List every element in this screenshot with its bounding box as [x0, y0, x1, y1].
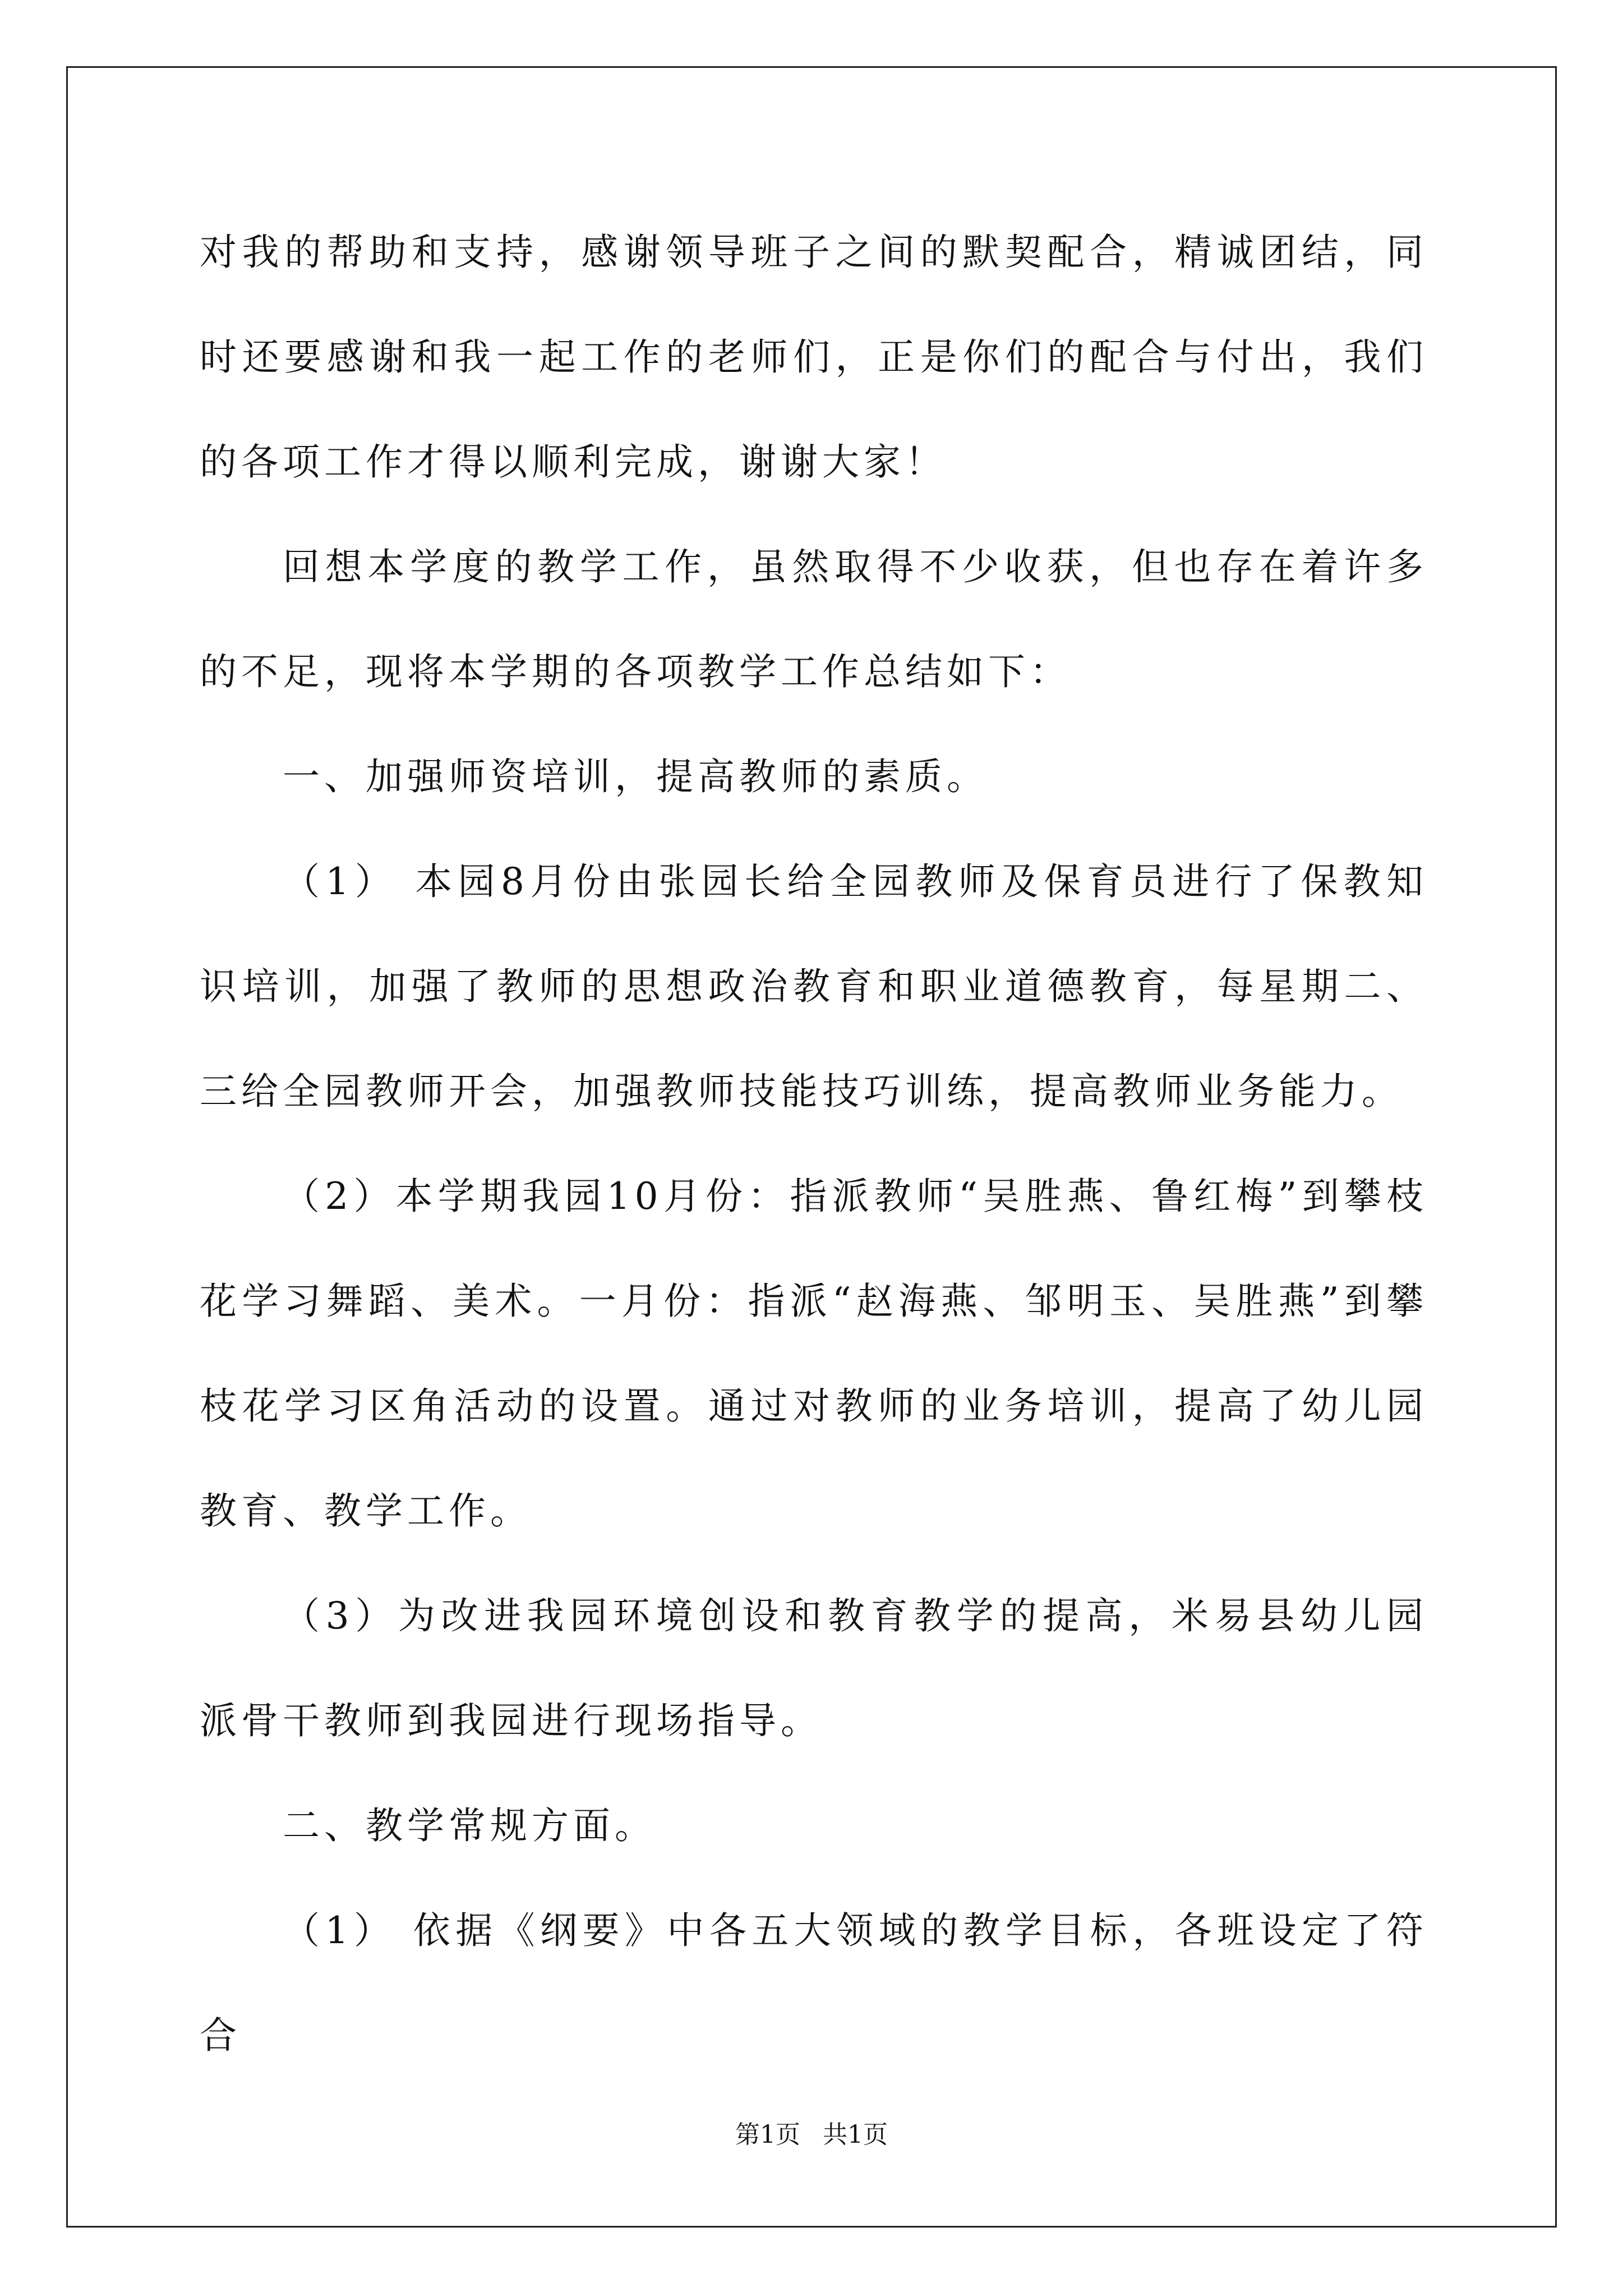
paragraph-item-2: （2）本学期我园10月份：指派教师“吴胜燕、鲁红梅”到攀枝花学习舞蹈、美术。一月份：指派“赵海燕、邹明玉、吴胜燕”到攀枝花学习区角活动的设置。通过对教师的业务培训，提高了幼儿园教育、教学工作。: [200, 1175, 1428, 1533]
paragraph-1: 对我的帮助和支持，感谢领导班子之间的默契配合，精诚团结，同时还要感谢和我一起工作的老师们，正是你们的配合与付出，我们的各项工作才得以顺利完成，谢谢大家！: [200, 231, 1428, 484]
paragraph-item-1: （1） 本园8月份由张园长给全园教师及保育员进行了保教知识培训，加强了教师的思想政治教育和职业道德教育，每星期二、三给全园教师开会，加强教师技能技巧训练，提高教师业务能力。: [200, 860, 1428, 1113]
page-number-current: 第1页: [735, 2120, 800, 2149]
paragraph-2: 回想本学度的教学工作，虽然取得不少收获，但也存在着许多的不足，现将本学期的各项教学工作总结如下：: [200, 545, 1428, 693]
document-body: [200, 200, 1428, 2088]
section-heading-1: 一、加强师资培训，提高教师的素质。: [283, 755, 988, 798]
paragraph-item-3: （3）为改进我园环境创设和教育教学的提高，米易县幼儿园派骨干教师到我园进行现场指导。: [200, 1594, 1428, 1742]
page-number-total: 共1页: [823, 2120, 888, 2149]
page-footer: [0, 2118, 1623, 2152]
paragraph-item-4: （1） 依据《纲要》中各五大领域的教学目标，各班设定了符合: [200, 1909, 1428, 2057]
section-heading-2: 二、教学常规方面。: [283, 1804, 656, 1847]
